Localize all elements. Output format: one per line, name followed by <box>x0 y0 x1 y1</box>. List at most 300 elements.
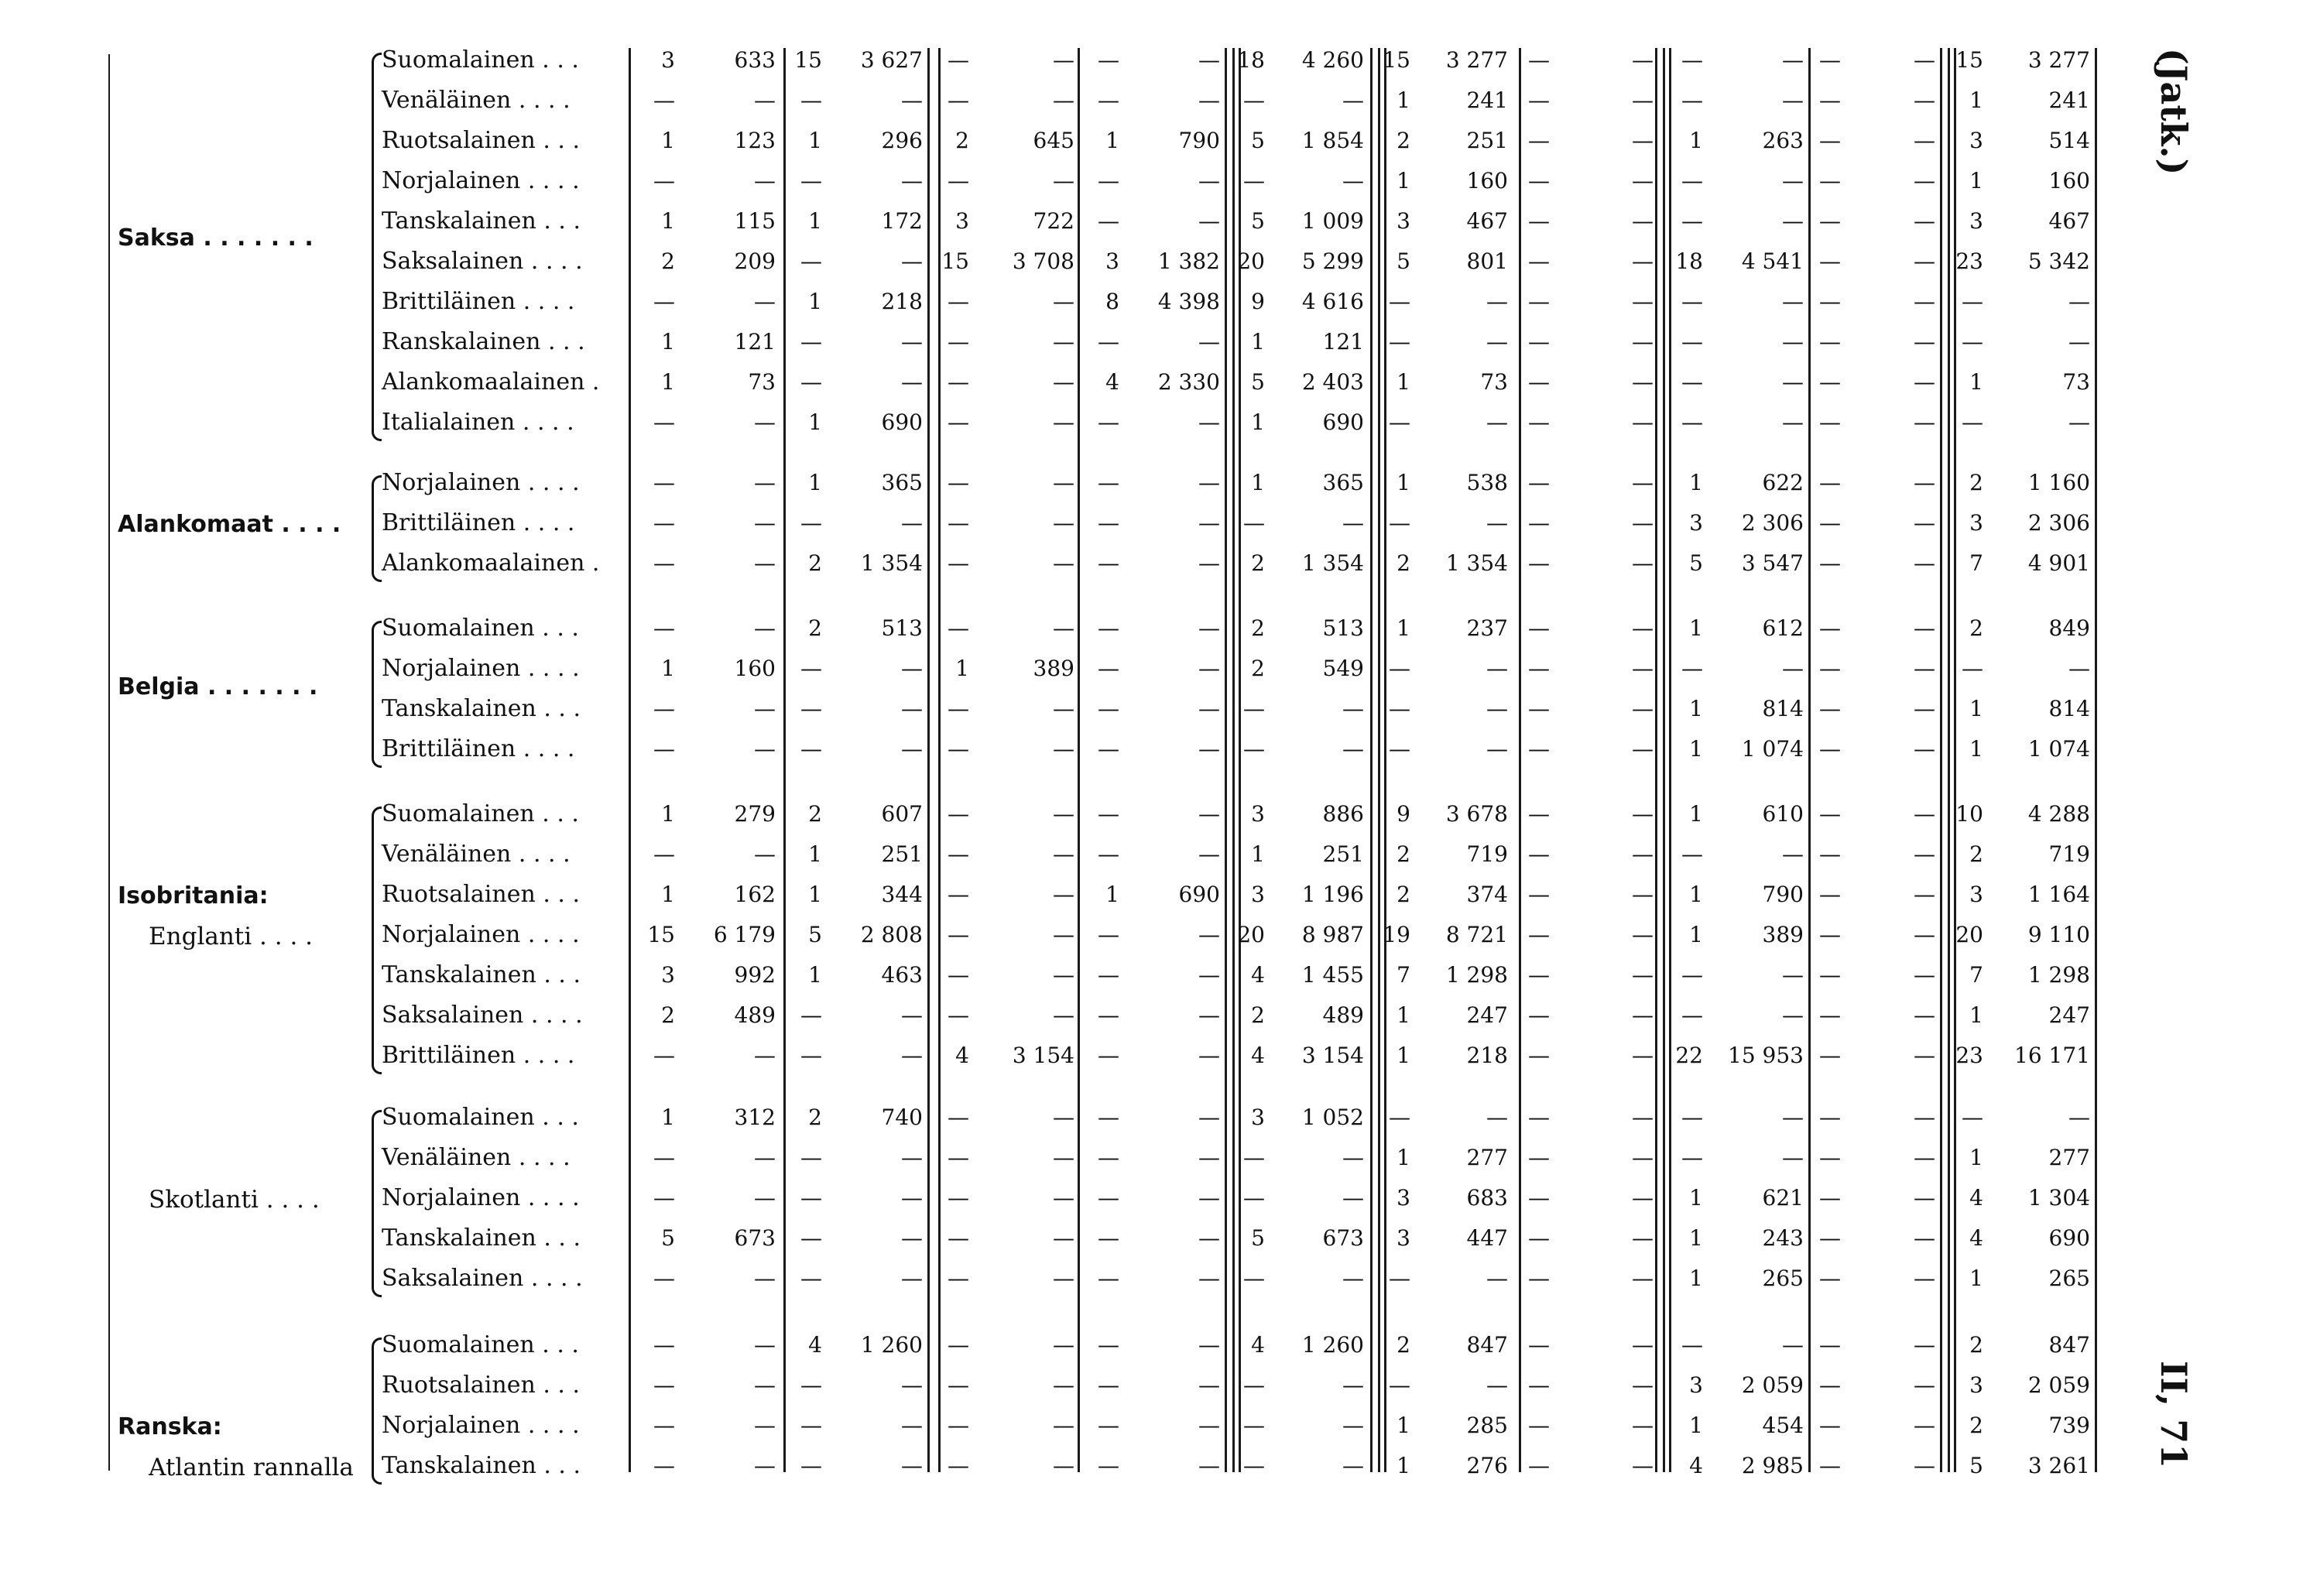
table-cell: 277 <box>2048 1145 2090 1170</box>
table-cell: — <box>1681 409 1703 435</box>
column-rule <box>2095 48 2097 1472</box>
table-cell: — <box>1819 1043 1841 1068</box>
table-cell: 1 <box>1969 1265 1983 1291</box>
table-cell: — <box>1342 1185 1364 1211</box>
table-cell: 1 <box>1105 882 1119 907</box>
table-cell: — <box>1782 208 1804 234</box>
table-cell: — <box>1342 1265 1364 1291</box>
table-cell: — <box>1914 550 1935 576</box>
table-cell: 4 <box>808 1332 822 1358</box>
table-cell: — <box>1782 47 1804 73</box>
table-cell: 2 306 <box>2027 510 2090 536</box>
table-cell: 3 <box>1397 1185 1410 1211</box>
table-cell: 467 <box>1466 208 1508 234</box>
table-cell: — <box>948 1145 969 1170</box>
table-cell: — <box>948 1105 969 1130</box>
table-cell: — <box>1914 369 1935 395</box>
table-cell: — <box>1486 736 1508 762</box>
table-cell: 1 160 <box>2027 470 2090 495</box>
table-cell: — <box>901 1002 923 1028</box>
table-cell: 622 <box>1762 470 1804 495</box>
table-cell: — <box>1681 1332 1703 1358</box>
table-cell: — <box>1053 882 1074 907</box>
table-cell: — <box>1914 1372 1935 1398</box>
table-cell: — <box>1914 962 1935 988</box>
table-cell: 312 <box>734 1105 776 1130</box>
table-cell: 1 <box>1969 168 1983 194</box>
table-cell: — <box>948 168 969 194</box>
table-cell: — <box>1819 248 1841 274</box>
table-cell: — <box>1243 1453 1265 1478</box>
table-cell: — <box>2068 409 2090 435</box>
table-cell: 2 <box>661 248 675 274</box>
table-cell: — <box>1632 1185 1654 1211</box>
table-cell: — <box>1342 696 1364 721</box>
table-cell: 18 <box>1675 248 1703 274</box>
nationality-label: Norjalainen . . . . <box>382 1412 580 1439</box>
table-cell: — <box>1632 1043 1654 1068</box>
table-cell: 247 <box>2048 1002 2090 1028</box>
table-cell: — <box>1198 409 1220 435</box>
table-cell: 3 627 <box>860 47 923 73</box>
table-cell: 277 <box>1466 1145 1508 1170</box>
table-cell: 7 <box>1969 962 1983 988</box>
nationality-label: Norjalainen . . . . <box>382 655 580 682</box>
nationality-label: Brittiläinen . . . . <box>382 735 575 762</box>
table-cell: — <box>800 1185 822 1211</box>
table-cell: — <box>1528 369 1550 395</box>
nationality-label: Venäläinen . . . . <box>382 1144 571 1171</box>
table-cell: — <box>1632 801 1654 827</box>
table-cell: — <box>1528 1332 1550 1358</box>
table-cell: 1 <box>1689 1265 1703 1291</box>
table-cell: — <box>1243 1265 1265 1291</box>
table-cell: 1 <box>661 128 675 153</box>
table-cell: — <box>1819 841 1841 867</box>
table-cell: — <box>653 1372 675 1398</box>
table-cell: — <box>800 329 822 354</box>
table-cell: 285 <box>1466 1413 1508 1438</box>
table-cell: — <box>1098 841 1119 867</box>
table-cell: — <box>800 1453 822 1478</box>
nationality-label: Suomalainen . . . <box>382 615 579 642</box>
table-cell: 1 354 <box>1301 550 1364 576</box>
table-cell: — <box>1681 962 1703 988</box>
nationality-label: Norjalainen . . . . <box>382 1184 580 1211</box>
table-cell: 3 <box>1969 882 1983 907</box>
table-cell: 1 <box>1251 329 1265 354</box>
table-cell: — <box>1198 1105 1220 1130</box>
table-cell: 463 <box>881 962 923 988</box>
table-cell: — <box>1528 1105 1550 1130</box>
table-cell: 3 <box>1251 801 1265 827</box>
table-cell: — <box>1914 510 1935 536</box>
table-cell: — <box>1819 1413 1841 1438</box>
table-cell: 1 298 <box>1445 962 1508 988</box>
table-cell: — <box>948 922 969 947</box>
table-cell: 621 <box>1762 1185 1804 1211</box>
table-cell: — <box>1098 1225 1119 1251</box>
table-cell: — <box>653 615 675 641</box>
table-cell: 1 260 <box>860 1332 923 1358</box>
table-cell: 3 <box>955 208 969 234</box>
table-cell: 365 <box>1322 470 1364 495</box>
table-cell: 1 354 <box>860 550 923 576</box>
table-cell: 4 901 <box>2027 550 2090 576</box>
table-cell: — <box>1782 87 1804 113</box>
table-cell: 2 <box>808 1105 822 1130</box>
table-cell: 241 <box>1466 87 1508 113</box>
table-cell: 4 541 <box>1741 248 1804 274</box>
table-cell: — <box>1528 47 1550 73</box>
table-cell: — <box>1681 369 1703 395</box>
table-cell: 2 <box>1251 656 1265 681</box>
table-cell: — <box>1819 409 1841 435</box>
table-cell: 1 <box>1689 1413 1703 1438</box>
table-cell: 20 <box>1955 922 1983 947</box>
table-cell: — <box>1098 1372 1119 1398</box>
table-cell: — <box>1342 168 1364 194</box>
table-cell: 15 <box>1383 47 1410 73</box>
region-label: Englanti . . . . <box>149 923 314 950</box>
table-cell: 16 171 <box>2014 1043 2090 1068</box>
group-brace <box>372 475 382 582</box>
table-cell: — <box>1914 696 1935 721</box>
table-cell: — <box>1632 962 1654 988</box>
table-cell: — <box>1819 696 1841 721</box>
table-cell: — <box>948 87 969 113</box>
table-cell: — <box>1098 962 1119 988</box>
table-cell: — <box>653 87 675 113</box>
table-cell: 1 <box>1689 696 1703 721</box>
table-cell: — <box>1632 1413 1654 1438</box>
table-cell: 1 <box>808 409 822 435</box>
table-cell: — <box>1198 801 1220 827</box>
country-label: Isobritania: <box>118 882 269 909</box>
nationality-label: Alankomaalainen . <box>382 368 600 396</box>
table-cell: — <box>1819 47 1841 73</box>
nationality-label: Suomalainen . . . <box>382 1104 579 1131</box>
table-cell: — <box>1389 656 1410 681</box>
table-cell: — <box>754 1372 776 1398</box>
table-cell: — <box>1528 550 1550 576</box>
table-cell: — <box>948 841 969 867</box>
nationality-label: Tanskalainen . . . <box>382 961 581 988</box>
table-cell: — <box>1528 736 1550 762</box>
table-cell: — <box>1342 87 1364 113</box>
table-cell: 5 342 <box>2027 248 2090 274</box>
table-cell: 365 <box>881 470 923 495</box>
nationality-label: Brittiläinen . . . . <box>382 288 575 315</box>
table-cell: — <box>1819 168 1841 194</box>
table-cell: 1 <box>1689 1185 1703 1211</box>
table-cell: 15 <box>1955 47 1983 73</box>
table-cell: — <box>653 470 675 495</box>
table-cell: — <box>1819 882 1841 907</box>
table-cell: — <box>1053 470 1074 495</box>
table-cell: — <box>1389 1265 1410 1291</box>
table-cell: — <box>653 736 675 762</box>
table-cell: — <box>1098 168 1119 194</box>
page-number: II, 71 <box>2153 1361 2195 1469</box>
table-cell: — <box>1681 1145 1703 1170</box>
table-cell: 1 164 <box>2027 882 2090 907</box>
table-cell: — <box>800 696 822 721</box>
table-cell: — <box>800 248 822 274</box>
table-cell: 218 <box>881 289 923 314</box>
table-cell: 2 <box>808 801 822 827</box>
table-cell: — <box>754 615 776 641</box>
table-cell: 1 <box>808 289 822 314</box>
table-cell: 160 <box>2048 168 2090 194</box>
table-cell: 2 330 <box>1157 369 1220 395</box>
table-cell: — <box>1914 128 1935 153</box>
table-cell: — <box>1098 510 1119 536</box>
table-cell: 9 110 <box>2027 922 2090 947</box>
table-cell: — <box>1632 1265 1654 1291</box>
table-cell: — <box>1819 208 1841 234</box>
table-cell: — <box>1819 1225 1841 1251</box>
table-cell: 247 <box>1466 1002 1508 1028</box>
table-cell: — <box>1198 922 1220 947</box>
table-cell: — <box>1389 409 1410 435</box>
table-cell: 344 <box>881 882 923 907</box>
table-cell: — <box>1053 801 1074 827</box>
table-cell: 4 <box>1251 962 1265 988</box>
table-cell: 73 <box>1480 369 1508 395</box>
table-cell: — <box>1914 1185 1935 1211</box>
table-cell: 1 <box>1397 369 1410 395</box>
table-cell: — <box>1528 841 1550 867</box>
table-cell: — <box>653 1145 675 1170</box>
table-cell: — <box>1528 1413 1550 1438</box>
table-cell: — <box>1243 168 1265 194</box>
table-cell: 467 <box>2048 208 2090 234</box>
table-cell: 1 354 <box>1445 550 1508 576</box>
table-cell: — <box>901 1185 923 1211</box>
table-cell: 1 009 <box>1301 208 1364 234</box>
table-cell: — <box>1528 470 1550 495</box>
nationality-label: Venäläinen . . . . <box>382 87 571 114</box>
table-cell: 1 <box>1969 736 1983 762</box>
table-cell: — <box>1389 1372 1410 1398</box>
table-cell: 489 <box>1322 1002 1364 1028</box>
table-cell: — <box>1098 1145 1119 1170</box>
table-cell: — <box>1819 962 1841 988</box>
table-cell: — <box>1053 289 1074 314</box>
table-cell: 4 260 <box>1301 47 1364 73</box>
region-label: Atlantin rannalla <box>149 1454 354 1481</box>
table-cell: — <box>1632 1453 1654 1478</box>
table-cell: — <box>948 1372 969 1398</box>
table-cell: — <box>2068 289 2090 314</box>
table-cell: — <box>1632 615 1654 641</box>
table-cell: 3 547 <box>1741 550 1804 576</box>
table-cell: 251 <box>1466 128 1508 153</box>
table-cell: — <box>1528 248 1550 274</box>
table-cell: 1 <box>661 801 675 827</box>
table-cell: — <box>1819 1265 1841 1291</box>
table-cell: 1 <box>1397 168 1410 194</box>
table-cell: — <box>1782 1145 1804 1170</box>
table-cell: — <box>653 696 675 721</box>
table-cell: — <box>1486 1372 1508 1398</box>
table-cell: 549 <box>1322 656 1364 681</box>
nationality-label: Saksalainen . . . . <box>382 1265 583 1292</box>
table-cell: 121 <box>734 329 776 354</box>
table-cell: 1 <box>1969 1002 1983 1028</box>
table-cell: 2 <box>955 128 969 153</box>
table-cell: — <box>1819 736 1841 762</box>
table-cell: — <box>1528 289 1550 314</box>
table-cell: — <box>1528 615 1550 641</box>
table-cell: — <box>1914 47 1935 73</box>
table-cell: 610 <box>1762 801 1804 827</box>
table-cell: — <box>1528 1002 1550 1028</box>
table-cell: — <box>1342 1453 1364 1478</box>
table-cell: — <box>2068 1105 2090 1130</box>
table-cell: — <box>1632 882 1654 907</box>
table-cell: 3 <box>1105 248 1119 274</box>
table-cell: 740 <box>881 1105 923 1130</box>
nationality-label: Tanskalainen . . . <box>382 207 581 235</box>
table-cell: 8 <box>1105 289 1119 314</box>
table-cell: 1 <box>1969 369 1983 395</box>
table-cell: 5 <box>1251 208 1265 234</box>
table-cell: 2 <box>1397 1332 1410 1358</box>
table-cell: — <box>1632 208 1654 234</box>
table-cell: 19 <box>1383 922 1410 947</box>
table-cell: — <box>1198 1372 1220 1398</box>
table-cell: — <box>653 550 675 576</box>
table-cell: 2 <box>1397 841 1410 867</box>
table-cell: — <box>1098 922 1119 947</box>
table-cell: — <box>948 409 969 435</box>
table-cell: — <box>1486 656 1508 681</box>
group-brace <box>372 1337 382 1485</box>
table-cell: 2 <box>1969 470 1983 495</box>
table-cell: 389 <box>1762 922 1804 947</box>
table-cell: 20 <box>1237 248 1265 274</box>
table-cell: — <box>1819 510 1841 536</box>
table-cell: — <box>653 1043 675 1068</box>
table-cell: — <box>901 87 923 113</box>
table-cell: — <box>1632 736 1654 762</box>
table-cell: — <box>901 248 923 274</box>
table-cell: 265 <box>2048 1265 2090 1291</box>
table-cell: 790 <box>1762 882 1804 907</box>
table-cell: 1 <box>808 962 822 988</box>
table-cell: — <box>1914 1105 1935 1130</box>
table-cell: — <box>1681 47 1703 73</box>
country-label: Belgia . . . . . . . <box>118 673 318 700</box>
table-cell: — <box>1681 1002 1703 1028</box>
table-cell: — <box>1198 1332 1220 1358</box>
table-cell: — <box>1098 1185 1119 1211</box>
table-cell: — <box>1389 696 1410 721</box>
table-cell: 1 455 <box>1301 962 1364 988</box>
table-cell: — <box>1389 736 1410 762</box>
table-cell: — <box>1053 615 1074 641</box>
table-cell: — <box>1782 329 1804 354</box>
table-cell: — <box>1914 470 1935 495</box>
table-cell: 1 074 <box>2027 736 2090 762</box>
table-cell: 3 277 <box>2027 47 2090 73</box>
table-cell: — <box>1528 128 1550 153</box>
table-cell: — <box>1053 1145 1074 1170</box>
table-cell: — <box>800 1225 822 1251</box>
table-cell: — <box>1528 168 1550 194</box>
table-cell: 5 <box>661 1225 675 1251</box>
table-cell: — <box>1632 248 1654 274</box>
table-cell: — <box>1632 1225 1654 1251</box>
table-cell: — <box>1053 1372 1074 1398</box>
table-cell: 2 <box>1969 1413 1983 1438</box>
table-cell: 538 <box>1466 470 1508 495</box>
table-cell: — <box>948 615 969 641</box>
table-cell: — <box>1053 1002 1074 1028</box>
table-cell: — <box>1819 1332 1841 1358</box>
table-cell: — <box>901 656 923 681</box>
table-cell: 739 <box>2048 1413 2090 1438</box>
table-cell: 218 <box>1466 1043 1508 1068</box>
table-cell: — <box>1819 369 1841 395</box>
table-cell: — <box>1198 329 1220 354</box>
table-cell: — <box>1098 1043 1119 1068</box>
table-cell: 3 <box>1251 882 1265 907</box>
table-cell: — <box>1053 922 1074 947</box>
table-cell: — <box>1389 329 1410 354</box>
nationality-label: Tanskalainen . . . <box>382 1452 581 1479</box>
table-cell: — <box>653 510 675 536</box>
table-cell: — <box>1198 841 1220 867</box>
table-cell: 1 <box>1397 87 1410 113</box>
table-cell: 886 <box>1322 801 1364 827</box>
table-cell: 1 <box>1689 801 1703 827</box>
table-cell: — <box>948 329 969 354</box>
table-cell: — <box>1914 1225 1935 1251</box>
nationality-label: Suomalainen . . . <box>382 46 579 74</box>
table-cell: 1 <box>1969 87 1983 113</box>
table-cell: — <box>800 1002 822 1028</box>
table-cell: — <box>800 168 822 194</box>
table-cell: — <box>1528 510 1550 536</box>
table-cell: — <box>1528 882 1550 907</box>
table-cell: — <box>1632 696 1654 721</box>
table-cell: — <box>1632 922 1654 947</box>
table-cell: 4 616 <box>1301 289 1364 314</box>
table-cell: — <box>948 1002 969 1028</box>
table-cell: — <box>1053 696 1074 721</box>
table-cell: — <box>948 1185 969 1211</box>
table-cell: — <box>901 1413 923 1438</box>
table-cell: 276 <box>1466 1453 1508 1478</box>
table-cell: — <box>1098 1332 1119 1358</box>
table-cell: 5 <box>1251 128 1265 153</box>
table-cell: — <box>1198 1145 1220 1170</box>
table-cell: — <box>1053 1265 1074 1291</box>
table-cell: 73 <box>748 369 776 395</box>
table-cell: 1 <box>661 329 675 354</box>
table-cell: — <box>1053 1225 1074 1251</box>
table-cell: 243 <box>1762 1225 1804 1251</box>
table-cell: 1 <box>661 208 675 234</box>
table-cell: 18 <box>1237 47 1265 73</box>
table-cell: 162 <box>734 882 776 907</box>
table-cell: 1 <box>661 1105 675 1130</box>
table-cell: — <box>1098 656 1119 681</box>
table-cell: — <box>1819 922 1841 947</box>
